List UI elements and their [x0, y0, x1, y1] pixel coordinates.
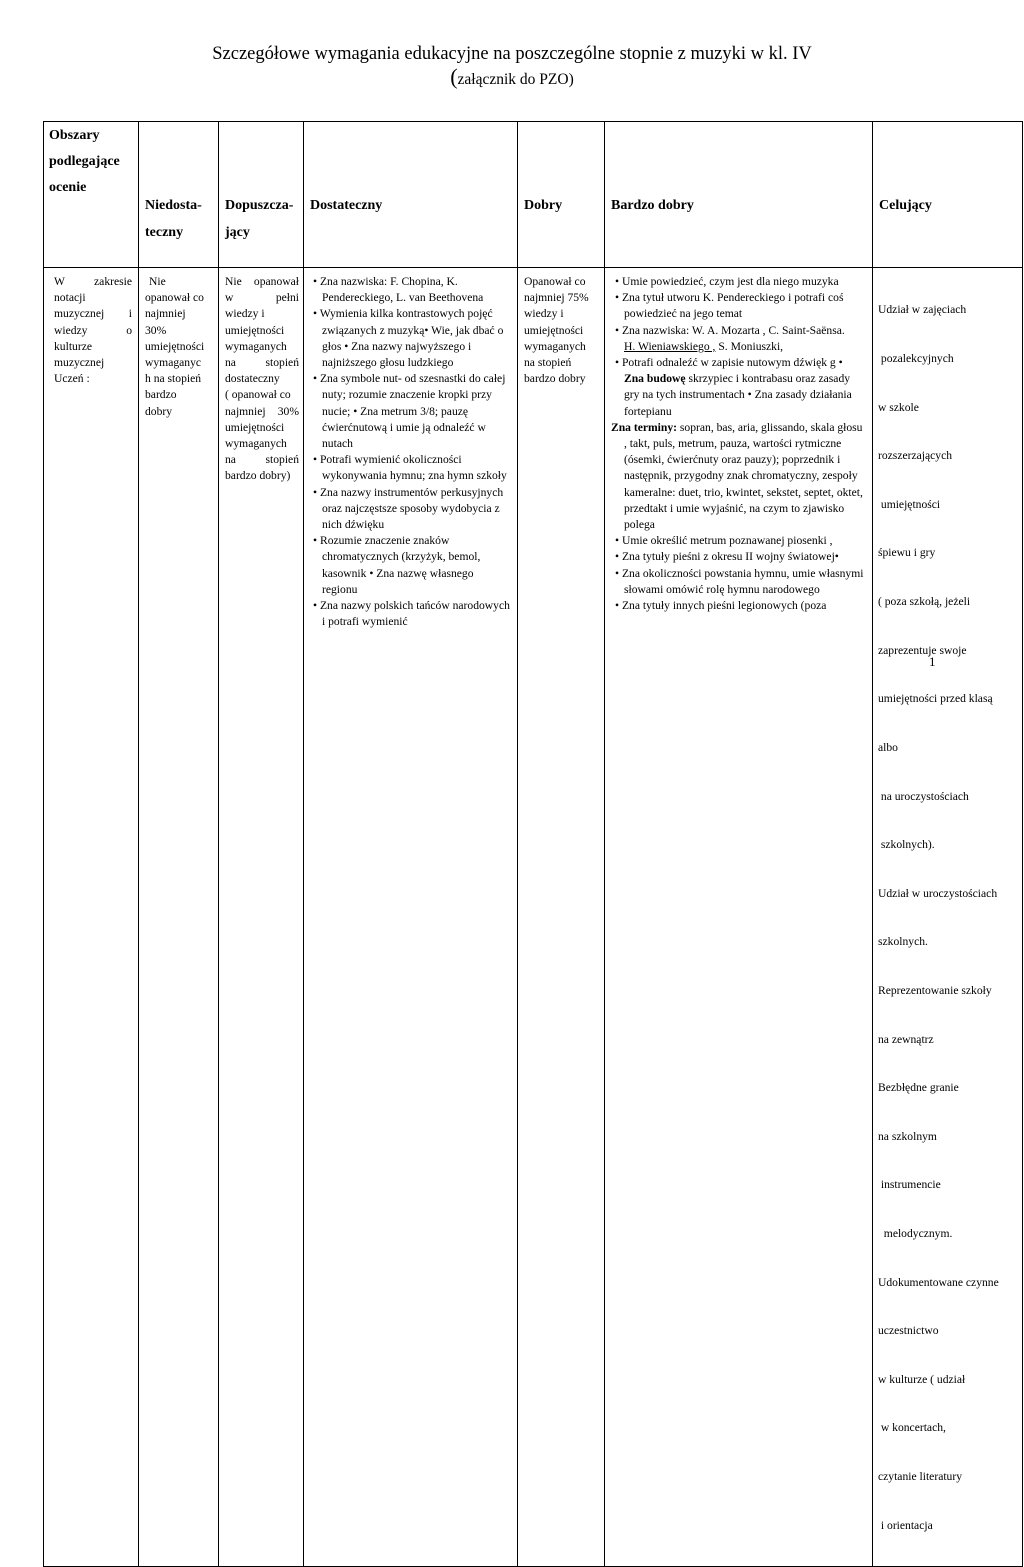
text-line: zaprezentuje swoje: [878, 643, 967, 657]
terms-text: sopran, bas, aria, glissando, skala głosu , takt, puls, metrum, pauza, wartości rytmiczne (ósemki, ćwierćnuty oraz pauzy); poprzednik i następnik, przygodny znak chromatyczny, zespoły kameralne: duet, trio, kwintet, sekstet, septet, oktet, przedtakt i umie wyjaśnić, na czym to zjawisko polega: [624, 420, 863, 532]
area-header-line: Obszary: [49, 128, 100, 143]
list-item: [611, 420, 867, 533]
text-line: śpiewu i gry: [878, 546, 936, 560]
bardzo-dobry-cell: [605, 268, 873, 1567]
text-line: Udział w zajęciach: [878, 303, 967, 317]
text-line: albo: [878, 740, 898, 754]
text-line: umiejętności: [524, 323, 584, 337]
text-line: W zakresie: [54, 275, 132, 288]
text-line: na uroczystościach: [878, 789, 969, 803]
text-line: na stopień: [524, 356, 572, 370]
grade-header-niedostateczny: [139, 122, 219, 268]
area-header-line: ocenie: [49, 180, 87, 195]
list-item: • Potrafi wymienić okoliczności wykonywania hymnu; zna hymn szkoły: [313, 453, 507, 483]
text-line: Nie opanował: [225, 275, 299, 288]
document-title-line2: [0, 66, 1024, 91]
text-line: w szkole: [878, 400, 919, 414]
grade-header-celujacy: [873, 122, 1023, 268]
area-header-cell: [44, 122, 139, 268]
dopuszczajacy-cell: [219, 268, 304, 1567]
text-line: ( opanował co: [225, 388, 291, 402]
grade-header-line: Dobry: [524, 198, 563, 213]
terms-label: Zna terminy:: [611, 420, 678, 434]
composers-text: • Zna nazwiska: W. A. Mozarta , C. Saint-Saënsa.: [615, 323, 845, 337]
list-item: • Zna nazwy polskich tańców narodowych i potrafi wymienić: [313, 599, 510, 629]
text-line: wymaganych: [524, 339, 586, 353]
text-line: umiejętności: [878, 497, 941, 511]
text-line: dostateczny: [225, 372, 280, 386]
area-header-line: podlegające: [49, 154, 120, 169]
text-line: najmniej: [145, 307, 186, 321]
text-line: czytanie literatury: [878, 1470, 963, 1484]
text-line: bardzo: [145, 388, 177, 402]
grade-header-line: Dostateczny: [310, 198, 383, 213]
list-item: • Umie określić metrum poznawanej piosenki ,: [615, 534, 833, 548]
text-line: najmniej 30%: [225, 404, 299, 418]
grade-header-line: Dopuszcza-: [225, 198, 294, 213]
grade-header-dopuszczajacy: [219, 122, 304, 268]
dobry-cell: [518, 268, 605, 1567]
list-item: [611, 355, 867, 420]
list-item: • Zna nazwiska: F. Chopina, K. Pendereckiego, L. van Beethovena: [313, 275, 484, 305]
text-line: kulturze: [54, 339, 92, 353]
text-line: w koncertach,: [878, 1421, 946, 1435]
text-line: uczestnictwo: [878, 1324, 939, 1338]
text-line: wiedzy i: [524, 307, 564, 321]
document-title-line1: Szczegółowe wymagania edukacyjne na poszczególne stopnie z muzyki w kl. IV: [212, 44, 812, 64]
celujacy-cell: [873, 268, 1023, 1567]
text-line: melodycznym.: [878, 1226, 953, 1240]
list-item: [611, 323, 867, 355]
text-line: szkolnych.: [878, 935, 928, 949]
text-line: muzycznej i: [54, 307, 132, 321]
text-line: umiejętności: [145, 339, 205, 353]
text-line: wymaganych: [225, 437, 287, 451]
text-line: Uczeń :: [54, 372, 90, 386]
grade-header-line: jący: [225, 225, 250, 240]
text-line: bardzo dobry): [225, 469, 291, 483]
note-g-text: • Potrafi odnaleźć w zapisie nutowym dźwięk g •: [615, 356, 843, 370]
text-line: Bezbłędne granie: [878, 1081, 959, 1095]
text-line: opanował co: [145, 291, 204, 305]
text-line: umiejętności przed klasą: [878, 692, 993, 706]
grade-header-line: Niedosta-: [145, 198, 202, 213]
area-cell: [44, 268, 139, 1567]
text-line: muzycznej: [54, 356, 105, 370]
text-line: instrumencie: [878, 1178, 941, 1192]
dostateczny-cell: [304, 268, 518, 1567]
niedostateczny-cell: [139, 268, 219, 1567]
grade-header-line: teczny: [145, 225, 184, 240]
text-line: wiedzy o: [54, 323, 132, 337]
text-line: 30%: [145, 323, 167, 337]
text-line: umiejętności: [225, 420, 285, 434]
composers-rest: S. Moniuszki,: [715, 339, 784, 353]
underlined-composer: H. Wieniawskiego ,: [624, 339, 716, 353]
list-item: • Rozumie znaczenie znaków chromatycznych (krzyżyk, bemol, kasownik • Zna nazwę własnego regionu: [313, 534, 481, 596]
grade-header-dobry: [518, 122, 605, 268]
grade-header-line: Bardzo dobry: [611, 198, 694, 213]
bold-phrase: Zna budowę: [624, 372, 686, 386]
text-line: h na stopień: [145, 372, 202, 386]
text-line: Udokumentowane czynne: [878, 1275, 999, 1289]
list-item: • Zna nazwy instrumentów perkusyjnych oraz najczęstsze sposoby wydobycia z nich dźwięku: [313, 485, 504, 532]
text-line: w kulturze ( udział: [878, 1372, 966, 1386]
list-item: • Zna tytuły innych pieśni legionowych (poza: [615, 599, 827, 613]
text-line: szkolnych).: [878, 838, 935, 852]
list-item: • Zna tytuły pieśni z okresu II wojny światowej•: [615, 550, 839, 564]
title-open-paren: (: [450, 64, 458, 89]
list-item: • Zna tytuł utworu K. Pendereckiego i potrafi coś powiedzieć na jego temat: [615, 291, 844, 321]
text-line: notacji: [54, 291, 86, 305]
text-line: na stopień: [225, 356, 299, 370]
text-line: wiedzy i: [225, 307, 265, 321]
text-line: dobry: [145, 404, 173, 418]
page-number: 1: [929, 654, 936, 669]
text-line: Reprezentowanie szkoły: [878, 983, 992, 997]
requirements-table: [43, 121, 1023, 1567]
list-item: • Zna symbole nut- od szesnastki do całej nuty; rozumie znaczenie kropki przy nucie; • Zna metrum 3/8; pauzę ćwierćnutową i umie ją odnaleźć w nutach: [313, 372, 506, 451]
header-row: [44, 122, 1023, 268]
grade-header-line: Celujący: [879, 198, 932, 213]
text-line: Nie: [149, 275, 166, 288]
text-line: rozszerzających: [878, 449, 953, 463]
text-line: Udział w uroczystościach: [878, 886, 998, 900]
text-line: ( poza szkołą, jeżeli: [878, 595, 971, 609]
instruments-text: skrzypiec i kontrabasu oraz zasady gry na tych instrumentach • Zna zasady działania fortepianu: [624, 372, 852, 418]
text-line: na szkolnym: [878, 1129, 937, 1143]
list-item: • Wymienia kilka kontrastowych pojęć związanych z muzyką• Wie, jak dbać o głos • Zna nazwy najwyższego i najniższego głosu ludzkiego: [313, 307, 504, 370]
grade-header-dostateczny: [304, 122, 518, 268]
grade-header-bardzo-dobry: [605, 122, 873, 268]
text-line: i orientacja: [878, 1518, 933, 1532]
text-line: Opanował co: [524, 275, 586, 288]
text-line: na stopień: [225, 453, 299, 467]
text-line: bardzo dobry: [524, 372, 586, 386]
text-line: w pełni: [225, 291, 299, 305]
list-item: • Zna okoliczności powstania hymnu, umie własnymi słowami omówić rolę hymnu narodowego: [615, 566, 864, 596]
text-line: na zewnątrz: [878, 1032, 934, 1046]
text-line: wymaganyc: [145, 356, 202, 370]
text-line: pozalekcyjnych: [878, 352, 954, 366]
text-line: umiejętności: [225, 323, 285, 337]
requirements-row: [44, 268, 1023, 1567]
text-line: wymaganych: [225, 339, 287, 353]
text-line: najmniej 75%: [524, 291, 589, 305]
title-annex-text: załącznik do PZO): [457, 71, 574, 88]
list-item: • Umie powiedzieć, czym jest dla niego muzyka: [615, 275, 839, 288]
